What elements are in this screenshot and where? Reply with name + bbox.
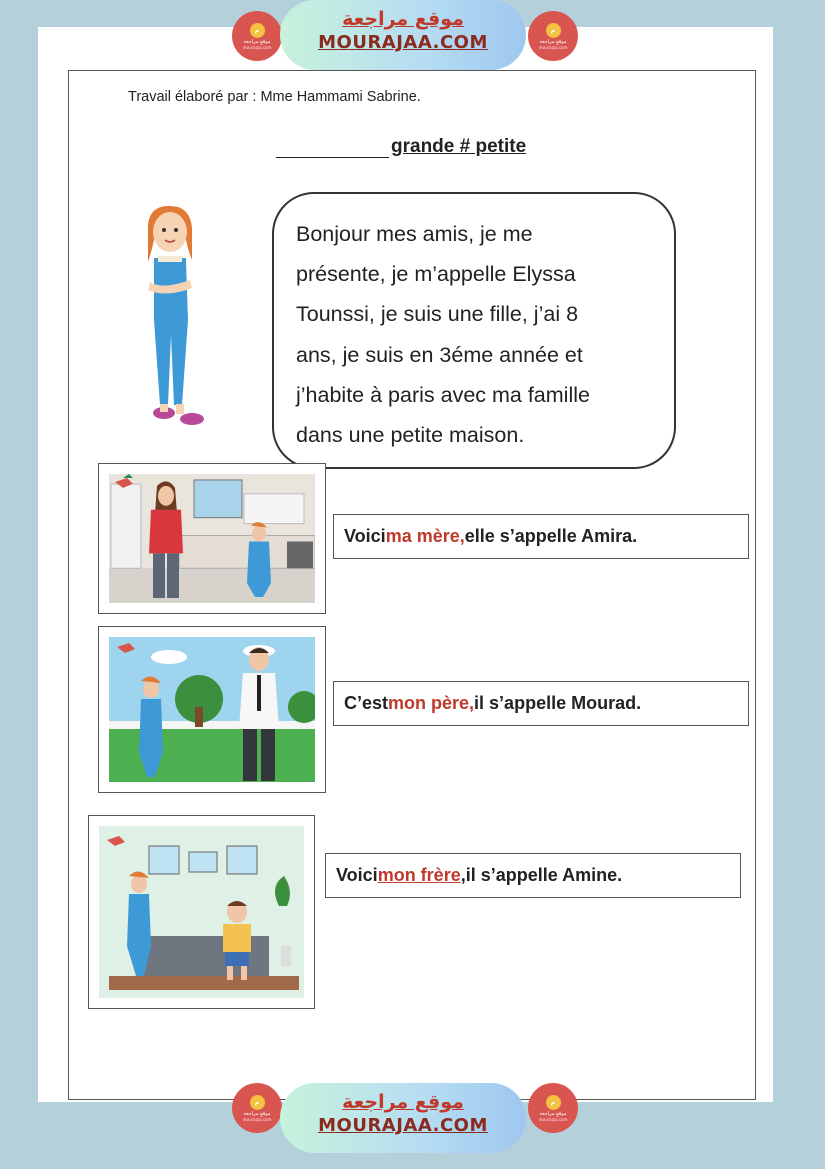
- site-logo-icon[interactable]: م موقع مراجعة mourajaa.com: [528, 11, 578, 61]
- bubble-line: présente, je m’appelle Elyssa: [296, 262, 576, 287]
- sentence-brother: Voici mon frère ,il s’appelle Amine.: [325, 853, 741, 898]
- title-blank: [276, 140, 389, 158]
- highlight-mother: ma mère,: [385, 526, 465, 546]
- sentence-father: C’est mon père, il s’appelle Mourad.: [333, 681, 749, 726]
- banner-link[interactable]: MOURAJAA.COM: [318, 32, 488, 53]
- bubble-line: Bonjour mes amis, je me: [296, 222, 533, 246]
- bubble-line: dans une petite maison.: [296, 423, 525, 448]
- sentence-mother: Voici ma mère, elle s’appelle Amira.: [333, 514, 749, 559]
- speech-bubble: [272, 192, 676, 469]
- park-scene-image: [109, 637, 315, 782]
- kitchen-scene-image: [109, 474, 315, 603]
- girl-illustration: [120, 200, 220, 445]
- site-banner-top[interactable]: [280, 0, 526, 70]
- site-logo-icon[interactable]: م موقع مراجعة mourajaa.com: [232, 1083, 282, 1133]
- picture-mother: [98, 463, 326, 614]
- banner-arabic-text[interactable]: موقع مراجعة: [342, 8, 464, 30]
- banner-arabic-text[interactable]: موقع مراجعة: [342, 1091, 464, 1113]
- site-logo-icon[interactable]: م موقع مراجعة mourajaa.com: [528, 1083, 578, 1133]
- worksheet-title: grande # petite: [276, 136, 526, 158]
- site-banner-bottom[interactable]: [280, 1083, 526, 1153]
- highlight-father: mon père,: [388, 693, 475, 713]
- bubble-line: ans, je suis en 3éme année et: [296, 342, 583, 367]
- livingroom-scene-image: [99, 826, 304, 998]
- highlight-brother: mon frère: [377, 865, 461, 885]
- site-logo-icon[interactable]: م موقع مراجعة mourajaa.com: [232, 11, 282, 61]
- bubble-line: Tounssi, je suis une fille, j’ai 8: [296, 302, 579, 327]
- banner-link[interactable]: MOURAJAA.COM: [318, 1115, 488, 1136]
- author-line: Travail élaboré par : Mme Hammami Sabrine.: [128, 89, 421, 105]
- picture-father: [98, 626, 326, 793]
- picture-brother: [88, 815, 315, 1009]
- bubble-line: j’habite à paris avec ma famille: [296, 382, 590, 407]
